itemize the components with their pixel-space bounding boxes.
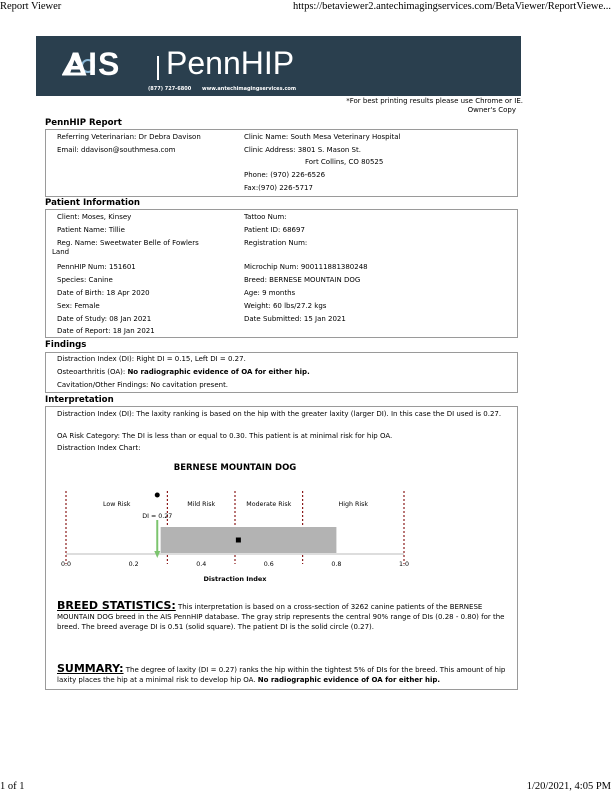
summary-heading: SUMMARY: [57, 662, 124, 675]
findings-oa-label: Osteoarthritis (OA): [57, 368, 128, 376]
breed-range-strip [161, 527, 337, 553]
weight: Weight: 60 lbs/27.2 kgs [244, 302, 327, 310]
print-header-title: Report Viewer [0, 1, 62, 12]
date-of-study: Date of Study: 08 Jan 2021 [57, 315, 152, 323]
findings-box [45, 352, 518, 393]
risk-zone-label-1: Mild Risk [187, 501, 216, 508]
patient-name: Patient Name: Tillie [57, 226, 125, 234]
tattoo-num: Tattoo Num: [244, 213, 287, 221]
page-count: 1 of 1 [0, 781, 25, 792]
x-tick-label-2: 0.4 [196, 561, 207, 568]
date-of-report: Date of Report: 18 Jan 2021 [57, 327, 155, 335]
interp-di-text: Distraction Index (DI): The laxity ranking is based on the hip with the greater laxity (larger DI). In this case the DI used is 0.27. [57, 410, 502, 418]
clinic-city: Fort Collins, CO 80525 [305, 158, 384, 166]
clinic-fax: Fax:(970) 226-5717 [244, 184, 313, 192]
patient-di-circle [155, 493, 160, 498]
registration-num: Registration Num: [244, 239, 308, 247]
print-note: *For best printing results please use Chrome or IE. [346, 97, 523, 105]
reg-name-cont: Land [52, 248, 70, 256]
x-axis-label: Distraction Index [203, 575, 267, 583]
chart-title: BERNESE MOUNTAIN DOG [173, 463, 297, 473]
x-tick-label-4: 0.8 [331, 561, 342, 568]
x-tick-label-0: 0.0 [60, 561, 72, 568]
client: Client: Moses, Kinsey [57, 213, 132, 221]
report-box [45, 129, 518, 197]
summary [57, 664, 509, 685]
section-title-report: PennHIP Report [45, 118, 122, 128]
patient-box [45, 209, 518, 338]
patient-di-label: DI = 0.27 [142, 513, 173, 520]
ais-pennhip-banner [36, 36, 521, 96]
reg-name: Reg. Name: Sweetwater Belle of Fowlers [57, 239, 199, 247]
interpretation-box [45, 406, 518, 690]
referring-vet: Referring Veterinarian: Dr Debra Davison [57, 133, 201, 141]
clinic-phone: Phone: (970) 226-6526 [244, 171, 326, 179]
findings-oa-value: No radiographic evidence of OA for either hip. [127, 368, 310, 376]
breed-stats-heading: BREED STATISTICS: [57, 599, 176, 612]
breed-stats-text: This interpretation is based on a cross-section of 3262 canine patients of the BERNESE MOUNTAIN DOG breed in the AIS PennHIP database. The gray strip represents the central 90% range of DIs (0.28 - 0.80) for the breed. The breed average DI is 0.51 (solid square). The patient DI is the solid circle (0.27). [57, 603, 505, 631]
clinic-name: Clinic Name: South Mesa Veterinary Hospital [244, 133, 401, 141]
logo-pennhip: PennHIP [166, 45, 295, 81]
findings-cavitation: Cavitation/Other Findings: No cavitation present. [57, 381, 229, 389]
findings-di: Distraction Index (DI): Right DI = 0.15, Left DI = 0.27. [57, 355, 246, 363]
sex: Sex: Female [57, 302, 100, 310]
interp-oa-risk: OA Risk Category: The DI is less than or equal to 0.30. This patient is at minimal risk for hip OA. [57, 432, 393, 440]
clinic-address: Clinic Address: 3801 S. Mason St. [244, 146, 361, 154]
species: Species: Canine [57, 276, 113, 284]
x-tick-label-3: 0.6 [263, 561, 274, 568]
microchip-num: Microchip Num: 900111881380248 [244, 263, 368, 271]
copy-type: Owner's Copy [467, 106, 516, 114]
print-datetime: 1/20/2021, 4:05 PM [526, 781, 611, 792]
findings-oa [57, 368, 310, 377]
risk-zone-label-2: Moderate Risk [246, 501, 292, 508]
date-submitted: Date Submitted: 15 Jan 2021 [244, 315, 346, 323]
logo-ais: AIS [64, 46, 121, 82]
section-title-findings: Findings [45, 340, 87, 350]
breed-average-square [236, 538, 241, 543]
date-of-birth: Date of Birth: 18 Apr 2020 [57, 289, 150, 297]
logo-divider [157, 56, 159, 80]
x-tick-label-5: 1.0 [398, 561, 410, 568]
breed-statistics [57, 601, 509, 632]
risk-zone-label-3: High Risk [338, 501, 369, 508]
breed: Breed: BERNESE MOUNTAIN DOG [244, 276, 361, 284]
banner-phone: (877) 727-6800 [148, 86, 192, 92]
summary-text: The degree of laxity (DI = 0.27) ranks the hip within the tightest 5% of DIs for the breed. This amount of hip laxity places the hip at a minimal risk to develop hip OA. [57, 666, 506, 684]
pennhip-num: PennHIP Num: 151601 [57, 263, 136, 271]
age: Age: 9 months [244, 289, 296, 297]
interp-chart-label: Distraction Index Chart: [57, 444, 141, 452]
section-title-interpretation: Interpretation [45, 395, 114, 405]
x-tick-label-1: 0.2 [128, 561, 139, 568]
summary-bold: No radiographic evidence of OA for either hip. [257, 676, 441, 684]
banner-website: www.antechimagingservices.com [202, 86, 297, 92]
distraction-index-chart [46, 455, 517, 590]
patient-id: Patient ID: 68697 [244, 226, 305, 234]
section-title-patient: Patient Information [45, 198, 140, 208]
vet-email: Email: ddavison@southmesa.com [57, 146, 176, 154]
print-header-url: https://betaviewer2.antechimagingservices.com/BetaViewer/ReportViewe... [292, 1, 611, 12]
risk-zone-label-0: Low Risk [102, 501, 131, 508]
